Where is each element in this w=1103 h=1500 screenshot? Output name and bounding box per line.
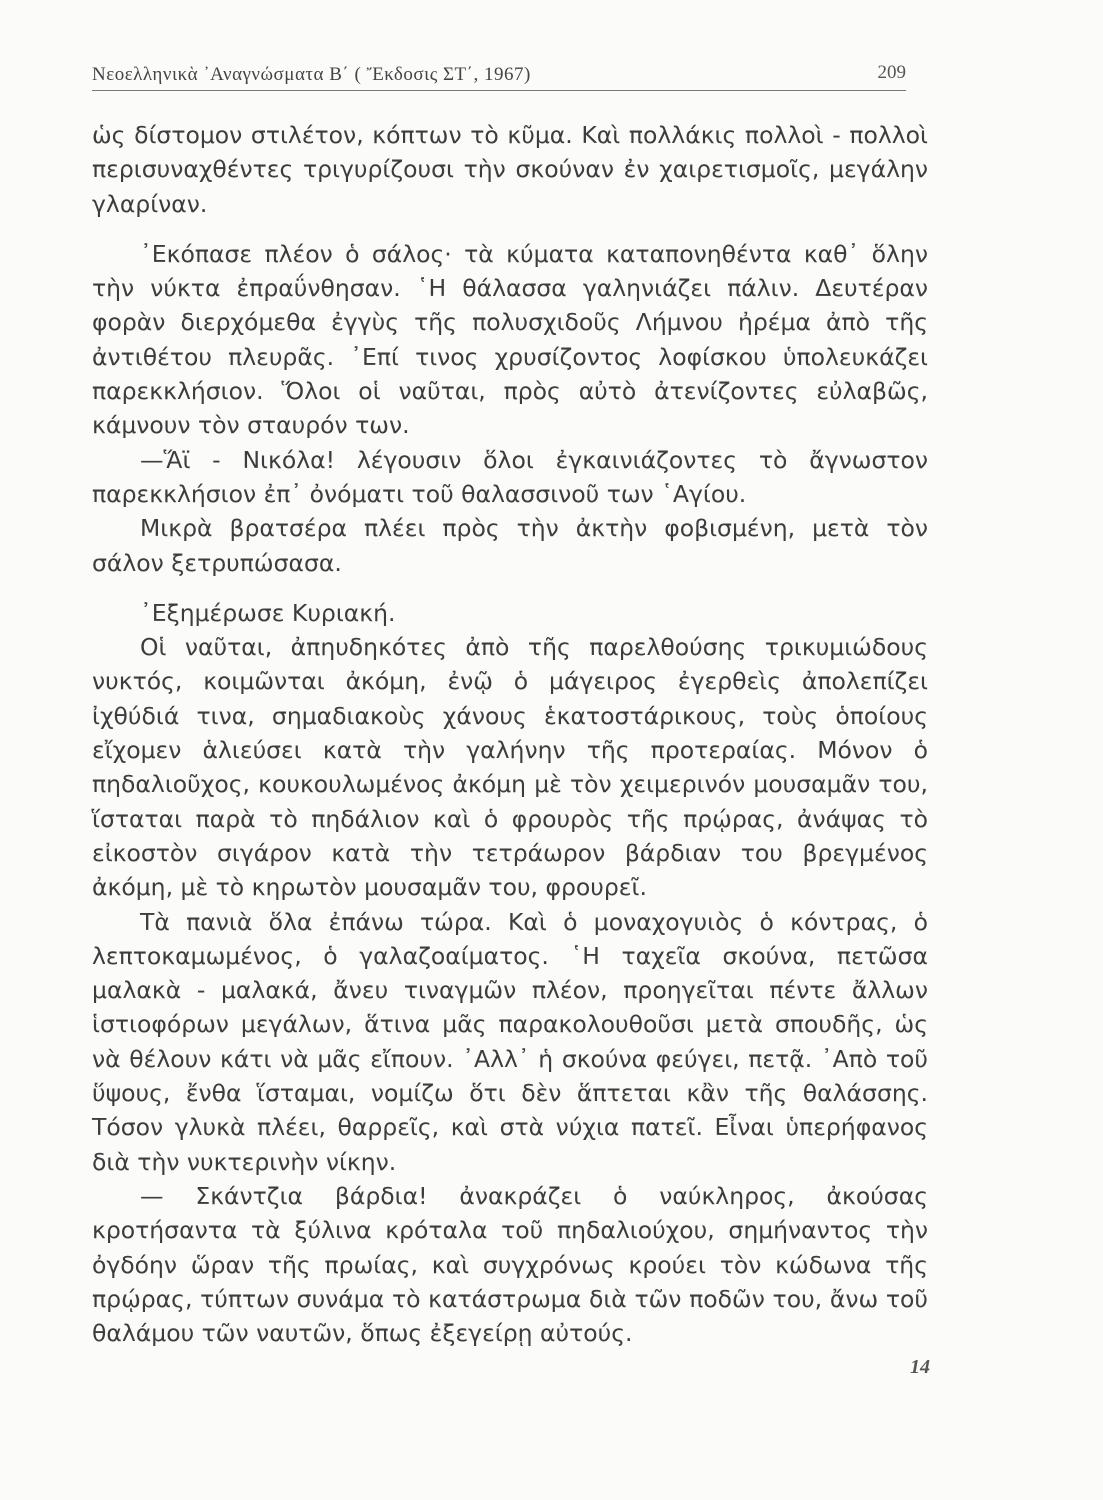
paragraph-1: ὡς δίστομον στιλέτον, κόπτων τὸ κῦμα. Καὶ πολλάκις πολλοὶ - πολλοὶ περισυναχθέντες τριγυρίζουσι τὴν σκούναν ἐν χαιρετισμοῖς, μεγάλην γλαρίναν.	[92, 121, 928, 218]
running-title: Νεοελληνικὰ ᾿Αναγνώσματα Β΄ ( Ἔκδοσις ΣΤ΄, 1967)	[92, 64, 531, 85]
paragraph-8: — Σκάντζια βάρδια! ἀνακράζει ὁ ναύκληρος, ἀκούσας κροτήσαντα τὰ ξύλινα κρόταλα τοῦ πηδαλιούχου, σημήναντος τὴν ὀγδόην ὥραν τῆς πρωίας, καὶ συγχρόνως κρούει τὸν κώδωνα τῆς πρῴρας, τύπτων συνάμα τὸ κατάστρωμα διὰ τῶν ποδῶν του, ἄνω τοῦ θαλάμου τῶν ναυτῶν, ὅπως ἐξεγείρῃ αὐτούς.	[92, 1181, 928, 1348]
signature-mark: 14	[910, 1356, 930, 1378]
header-rule	[92, 90, 906, 91]
paragraph-7: Τὰ πανιὰ ὅλα ἐπάνω τώρα. Καὶ ὁ μοναχογυιὸς ὁ κόντρας, ὁ λεπτοκαμωμένος, ὁ γαλαζοαίματος. ῾Η ταχεῖα σκούνα, πετῶσα μαλακὰ - μαλακά, ἄνευ τιναγμῶν πλέον, προηγεῖται πέντε ἄλλων ἱστιοφόρων μεγάλων, ἅτινα μᾶς παρακολουθοῦσι μετὰ σπουδῆς, ὡς νὰ θέλουν κάτι νὰ μᾶς εἴπουν. ᾿Αλλ᾿ ἡ σκούνα φεύγει, πετᾷ. ᾿Απὸ τοῦ ὕψους, ἔνθα ἵσταμαι, νομίζω ὅτι δὲν ἅπτεται κἂν τῆς θαλάσσης. Τόσον γλυκὰ πλέει, θαρρεῖς, καὶ στὰ νύχια πατεῖ. Εἶναι ὑπερήφανος διὰ τὴν νυκτερινὴν νίκην.	[92, 907, 928, 1176]
paragraph-5: ᾿Εξημέρωσε Κυριακή.	[140, 598, 396, 627]
paragraph-4: Μικρὰ βρατσέρα πλέει πρὸς τὴν ἀκτὴν φοβισμένη, μετὰ τὸν σάλον ξετρυπώσασα.	[92, 514, 928, 577]
running-header	[92, 62, 906, 92]
paragraph-6: Οἱ ναῦται, ἀπηυδηκότες ἀπὸ τῆς παρελθούσης τρικυμιώδους νυκτός, κοιμῶνται ἀκόμη, ἐνῷ ὁ μάγειρος ἐγερθεὶς ἀπολεπίζει ἰχθύδιά τινα, σημαδιακοὺς χάνους ἑκατοστάρικους, τοὺς ὁποίους εἴχομεν ἁλιεύσει κατὰ τὴν γαλήνην τῆς προτεραίας. Μόνον ὁ πηδαλιοῦχος, κουκουλωμένος ἀκόμη μὲ τὸν χειμερινόν μουσαμᾶν του, ἵσταται παρὰ τὸ πηδάλιον καὶ ὁ φρουρὸς τῆς πρῴρας, ἀνάψας τὸ εἰκοστὸν σιγάρον κατὰ τὴν τετράωρον βάρδιαν του βρεγμένος ἀκόμη, μὲ τὸ κηρωτὸν μουσαμᾶν του, φρουρεῖ.	[92, 633, 928, 902]
paragraph-2: ᾿Εκόπασε πλέον ὁ σάλος· τὰ κύματα καταπονηθέντα καθ᾿ ὅλην τὴν νύκτα ἐπραΰνθησαν. ῾Η θάλασσα γαληνιάζει πάλιν. Δευτέραν φορὰν διερχόμεθα ἐγγὺς τῆς πολυσχιδοῦς Λήμνου ἠρέμα ἀπὸ τῆς ἀντιθέτου πλευρᾶς. ᾿Επί τινος χρυσίζοντος λοφίσκου ὑπολευκάζει παρεκκλήσιον. Ὅλοι οἱ ναῦται, πρὸς αὐτὸ ἀτενίζοντες εὐλαβῶς, κάμνουν τὸν σταυρόν των.	[92, 239, 928, 440]
paragraph-3: —Ἅϊ - Νικόλα! λέγουσιν ὅλοι ἐγκαινιάζοντες τὸ ἄγνωστον παρεκκλήσιον ἐπ᾿ ὀνόματι τοῦ θαλασσινοῦ των ῾Αγίου.	[92, 445, 928, 508]
body-text	[92, 118, 928, 1350]
page-number: 209	[877, 62, 906, 83]
